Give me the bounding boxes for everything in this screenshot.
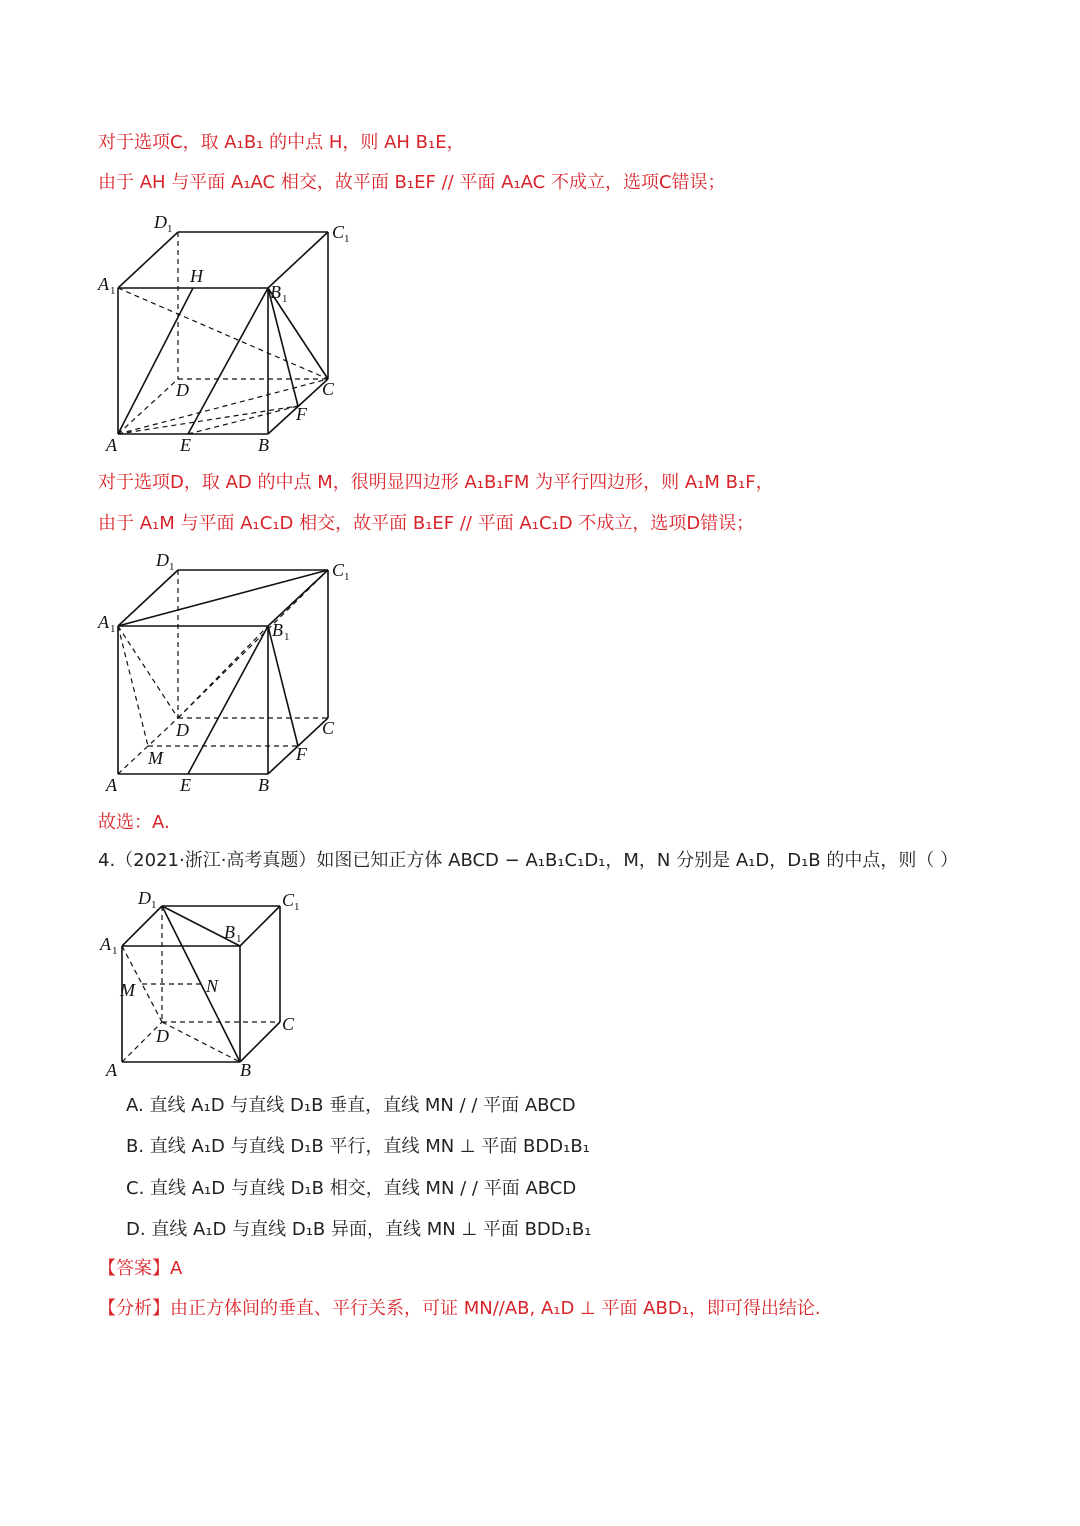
- option-c: C. 直线 A₁D 与直线 D₁B 相交，直线 MN / / 平面 ABCD: [126, 1178, 577, 1199]
- svg-text:D: D: [176, 720, 189, 740]
- option-a: A. 直线 A₁D 与直线 D₁B 垂直，直线 MN / / 平面 ABCD: [126, 1095, 576, 1116]
- svg-text:A: A: [106, 1060, 117, 1080]
- svg-text:C: C: [322, 718, 335, 738]
- option-d-text-2: 由于 A₁M 与平面 A₁C₁D 相交，故平面 B₁EF // 平面 A₁C₁D 不成立，选项D错误；: [98, 513, 755, 534]
- svg-text:M: M: [148, 748, 163, 768]
- svg-text:B: B: [258, 435, 269, 455]
- svg-text:N: N: [206, 976, 219, 996]
- svg-text:1: 1: [344, 571, 350, 583]
- svg-text:E: E: [180, 775, 191, 795]
- option-c-text-2: 由于 AH 与平面 A₁AC 相交，故平面 B₁EF // 平面 A₁AC 不成立，选项C错误；: [98, 172, 726, 193]
- svg-text:C: C: [322, 379, 335, 399]
- svg-text:F: F: [296, 744, 307, 764]
- svg-text:A: A: [106, 435, 117, 455]
- svg-text:C: C: [332, 560, 345, 580]
- svg-text:1: 1: [236, 933, 242, 945]
- answer-label: 【答案】A: [98, 1258, 183, 1279]
- svg-text:F: F: [296, 404, 307, 424]
- svg-text:1: 1: [284, 631, 290, 643]
- option-c-text-1: 对于选项C，取 A₁B₁ 的中点 H，则 AH B₁E，: [98, 132, 465, 153]
- svg-text:C: C: [282, 1014, 295, 1034]
- svg-text:1: 1: [167, 223, 173, 235]
- svg-text:B: B: [272, 620, 283, 640]
- svg-text:1: 1: [344, 233, 350, 245]
- cube-figure-1: [96, 206, 366, 456]
- cube-figure-3: [96, 884, 316, 1084]
- analysis-text: 【分析】由正方体间的垂直、平行关系，可证 MN//AB, A₁D ⊥ 平面 ABD₁，即可得出结论.: [98, 1298, 821, 1319]
- svg-text:H: H: [190, 266, 203, 286]
- svg-text:C: C: [282, 890, 295, 910]
- svg-text:D: D: [156, 1026, 169, 1046]
- svg-text:D: D: [156, 550, 169, 570]
- svg-text:A: A: [98, 274, 109, 294]
- svg-text:D: D: [154, 212, 167, 232]
- svg-text:1: 1: [151, 899, 157, 911]
- svg-text:B: B: [240, 1060, 251, 1080]
- svg-text:B: B: [224, 922, 235, 942]
- svg-text:1: 1: [169, 561, 175, 573]
- choose-answer-text: 故选：A.: [98, 812, 170, 833]
- svg-text:1: 1: [110, 623, 116, 635]
- svg-text:B: B: [270, 282, 281, 302]
- svg-text:D: D: [176, 380, 189, 400]
- option-d: D. 直线 A₁D 与直线 D₁B 异面，直线 MN ⊥ 平面 BDD₁B₁: [126, 1219, 592, 1240]
- option-b: B. 直线 A₁D 与直线 D₁B 平行，直线 MN ⊥ 平面 BDD₁B₁: [126, 1136, 590, 1157]
- svg-text:E: E: [180, 435, 191, 455]
- svg-text:M: M: [120, 980, 135, 1000]
- svg-text:1: 1: [294, 901, 300, 913]
- svg-text:B: B: [258, 775, 269, 795]
- svg-text:A: A: [106, 775, 117, 795]
- option-d-text-1: 对于选项D，取 AD 的中点 M，很明显四边形 A₁B₁FM 为平行四边形，则 A₁M B₁F，: [98, 472, 774, 493]
- svg-text:A: A: [100, 934, 111, 954]
- svg-text:1: 1: [110, 285, 116, 297]
- svg-text:1: 1: [112, 945, 118, 957]
- cube-figure-2: [96, 546, 366, 796]
- svg-text:1: 1: [282, 293, 288, 305]
- svg-text:C: C: [332, 222, 345, 242]
- question-4-title: 4.（2021·浙江·高考真题）如图已知正方体 ABCD − A₁B₁C₁D₁，M，N 分别是 A₁D，D₁B 的中点，则（ ）: [98, 850, 959, 871]
- svg-text:D: D: [138, 888, 151, 908]
- svg-text:A: A: [98, 612, 109, 632]
